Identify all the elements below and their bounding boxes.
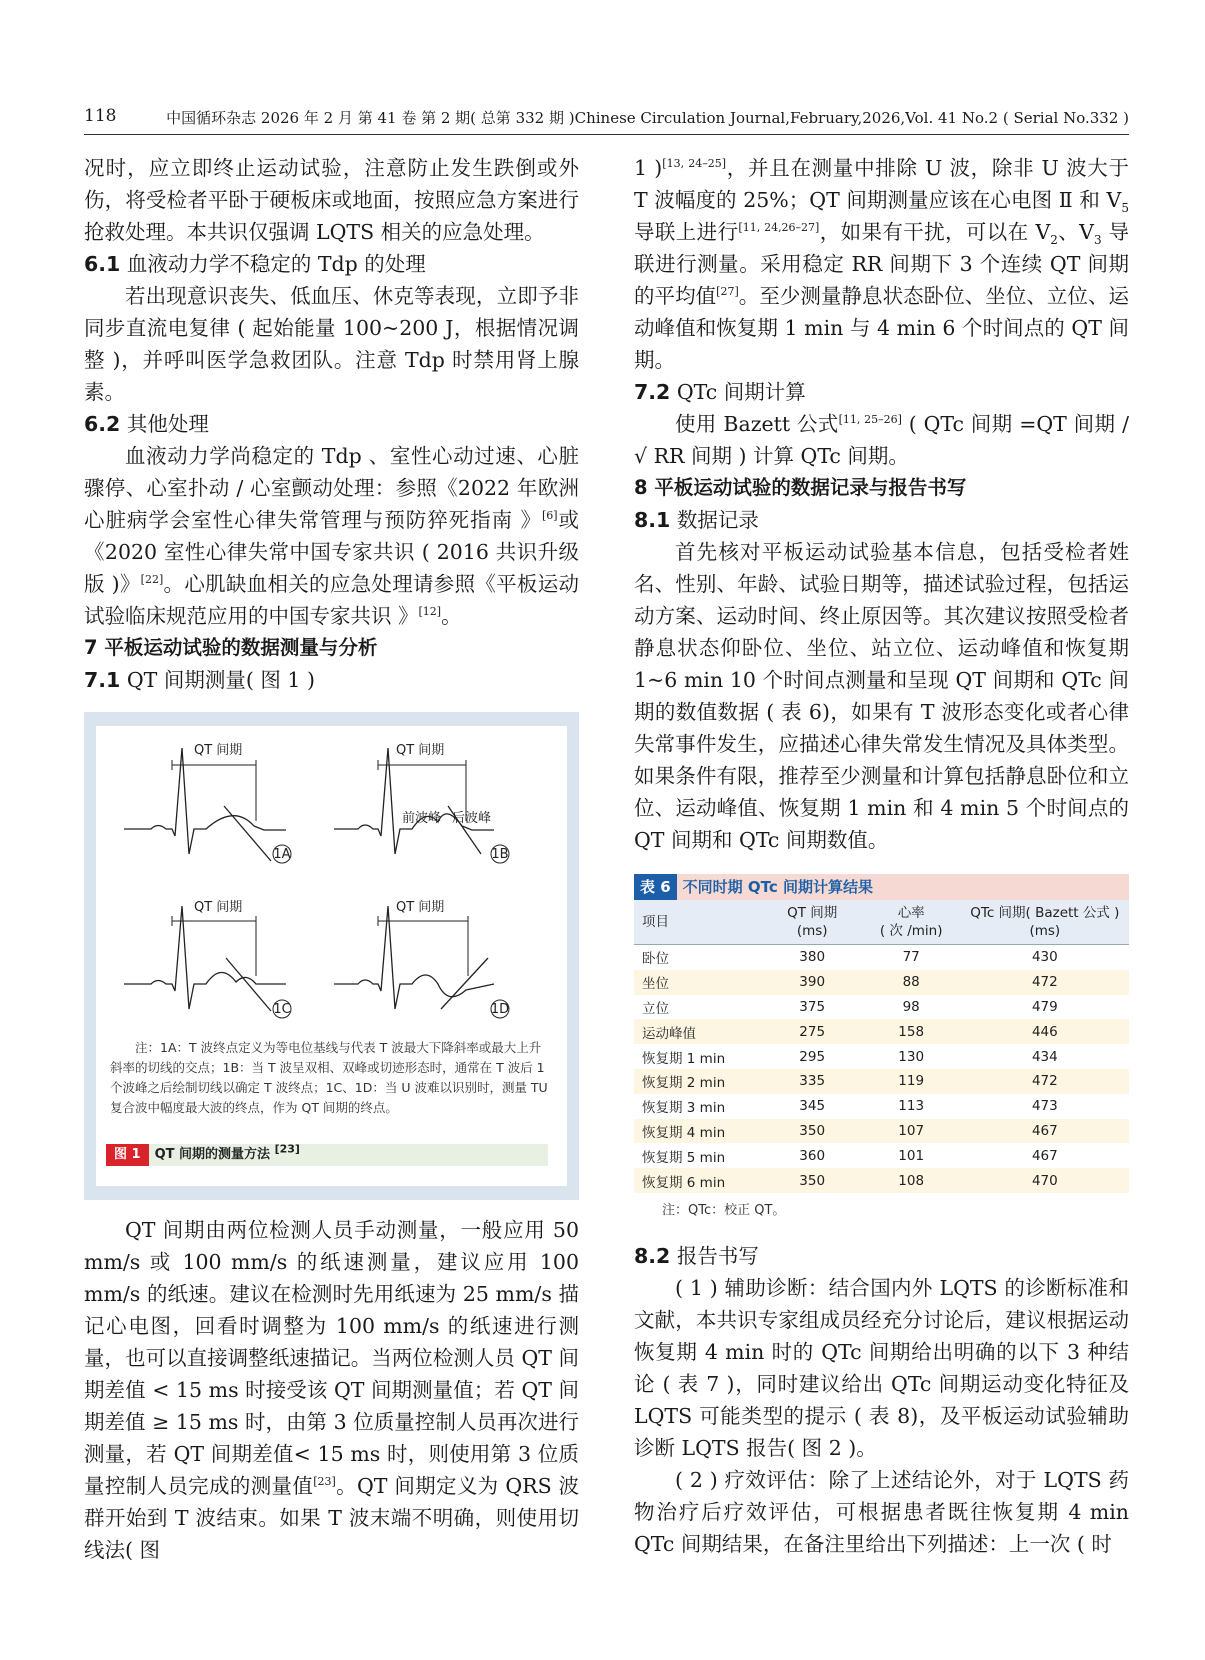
table-cell: 88 bbox=[902, 974, 920, 991]
section-heading-6-2 bbox=[84, 408, 579, 440]
panel-tag-1a: 1A bbox=[273, 847, 291, 862]
table-cell: 113 bbox=[898, 1098, 925, 1115]
page-number: 118 bbox=[84, 106, 117, 126]
table-cell: 275 bbox=[799, 1023, 826, 1040]
section-number: 8.1 bbox=[634, 508, 671, 532]
figure-title-text: QT 间期的测量方法 bbox=[154, 1147, 271, 1162]
table-cell: 430 bbox=[1031, 949, 1058, 966]
table-cell: 108 bbox=[898, 1172, 925, 1189]
table-cell: 467 bbox=[1031, 1147, 1058, 1164]
tangent-line-1d bbox=[441, 958, 488, 1009]
table-body bbox=[634, 945, 1129, 1193]
paragraph: 若出现意识丧失、低血压、休克等表现，立即予非同步直流电复律 ( 起始能量 100~200 J，根据情况调整 )，并呼叫医学急救团队。注意 Tdp 时禁用肾上腺素。 bbox=[84, 284, 579, 404]
section-title: 其他处理 bbox=[126, 412, 209, 436]
paragraph bbox=[634, 408, 1129, 472]
panel-tag-1b: 1B bbox=[491, 847, 509, 862]
table-cell: 107 bbox=[898, 1122, 925, 1139]
text-run: 。至少测量静息状态卧位、坐位、立位、运动峰值和恢复期 1 min 与 4 min 6 个时间点的 QT 间期。 bbox=[634, 284, 1130, 372]
table-cell: 恢复期 5 min bbox=[642, 1149, 726, 1166]
section-title: QTc 间期计算 bbox=[676, 380, 806, 404]
col-header bbox=[763, 900, 862, 945]
qt-label-1d: QT 间期 bbox=[396, 900, 445, 915]
col-header-label: 心率 bbox=[897, 905, 925, 921]
table-cell: 467 bbox=[1031, 1122, 1058, 1139]
table-cell: 472 bbox=[1031, 974, 1058, 991]
table-cell: 350 bbox=[799, 1122, 826, 1139]
panel-tag-1d: 1D bbox=[490, 1002, 510, 1017]
citation-ref[interactable]: [23] bbox=[313, 1475, 336, 1489]
section-number: 6.2 bbox=[84, 412, 121, 436]
section-number: 6.1 bbox=[84, 252, 121, 276]
text-run: 导联上进行 bbox=[634, 220, 739, 244]
section-heading-8-2 bbox=[634, 1240, 1129, 1272]
text-run: ，并且在测量中排除 U 波，除非 U 波大于 T 波幅度的 25%；QT 间期测量应该在心电图 Ⅱ 和 V bbox=[634, 156, 1130, 212]
table-row bbox=[634, 1143, 1129, 1168]
panel-tag-1c: 1C bbox=[273, 1002, 291, 1017]
table-row bbox=[634, 1168, 1129, 1193]
figure-note: 注：1A：T 波终点定义为等电位基线与代表 T 波最大下降斜率或最大上升斜率的切线的交点；1B：当 T 波呈双相、双峰或切迹形态时，通常在 T 波后 1 个波峰之后绘制切线以确定 T 波终点；1C、1D：当 U 波难以识别时，测量 TU 复合波中幅度最大波的终点，作为 QT 间期的终点。 bbox=[110, 1040, 548, 1115]
table-cell: 360 bbox=[799, 1147, 826, 1164]
table-cell: 恢复期 6 min bbox=[642, 1174, 726, 1191]
table-cell: 434 bbox=[1031, 1048, 1058, 1065]
tangent-line-1a bbox=[224, 806, 271, 861]
table-row bbox=[634, 970, 1129, 995]
section-number: 8.2 bbox=[634, 1243, 671, 1268]
table-cell: 375 bbox=[799, 998, 826, 1015]
table-cell: 380 bbox=[799, 949, 826, 966]
journal-citation: 中国循环杂志 2026 年 2 月 第 41 卷 第 2 期( 总第 332 期 )Chinese Circulation Journal,February,2026,Vol. 41 No.2 ( Serial No.332 ) bbox=[166, 109, 1129, 127]
table-cell: 295 bbox=[799, 1048, 826, 1065]
text-run: QT 间期由两位检测人员手动测量，一般应用 50 mm/s 或 100 mm/s 的纸速测量，建议应用 100 mm/s 的纸速。建议在检测时先用纸速为 25 mm/s 描记心电图，回看时调整为 100 mm/s 的纸速进行测量，也可以直接调整纸速描记。当两位检测人员 QT 间期差值 < 15 ms 时接受该 QT 间期测量值；若 QT 间期差值 ≥ 15 ms 时，由第 3 位质量控制人员再次进行测量，若 QT 间期差值< 15 ms 时，则使用第 3 位质量控制人员完成的测量值 bbox=[84, 1218, 579, 1498]
table-cell: 473 bbox=[1031, 1098, 1058, 1115]
text-run: 、V bbox=[1057, 220, 1094, 244]
text-run: 。QT 间期定义为 QRS 波群开始到 T 波结束。如果 T 波末端不明确，则使用切线法( 图 bbox=[84, 1474, 579, 1562]
section-number: 7.1 bbox=[84, 668, 121, 692]
col-header bbox=[862, 900, 961, 945]
table-cell: 运动峰值 bbox=[642, 1025, 696, 1042]
section-heading-8: 8 平板运动试验的数据记录与报告书写 bbox=[634, 476, 967, 499]
figure-panel bbox=[96, 726, 567, 1186]
back-peak-label: 后波峰 bbox=[452, 811, 492, 826]
section-heading-7-1 bbox=[84, 664, 579, 696]
figure-label: 图 1 bbox=[106, 1144, 149, 1166]
table-note: 注：QTc：校正 QT。 bbox=[662, 1202, 786, 1218]
citation-ref[interactable]: [6] bbox=[541, 509, 558, 523]
paragraph: 况时，应立即终止运动试验，注意防止发生跌倒或外伤，将受检者平卧于硬板床或地面，按照应急方案进行抢救处理。本共识仅强调 LQTS 相关的应急处理。 bbox=[84, 156, 579, 244]
front-peak-label: 前波峰 bbox=[402, 811, 442, 826]
table-row bbox=[634, 995, 1129, 1020]
text-run: 。 bbox=[441, 604, 462, 628]
section-title: 数据记录 bbox=[676, 508, 759, 532]
table-cell: 335 bbox=[799, 1073, 826, 1090]
col-header-unit: (ms) bbox=[1029, 923, 1061, 939]
paragraph bbox=[84, 440, 579, 632]
text-run: ，如果有干扰，可以在 V bbox=[819, 220, 1051, 244]
table-label: 表 6 bbox=[634, 874, 677, 900]
section-title: 血液动力学不稳定的 Tdp 的处理 bbox=[126, 252, 426, 276]
table-cell: 119 bbox=[898, 1073, 925, 1090]
data-table bbox=[634, 900, 1129, 1193]
qt-label-1a: QT 间期 bbox=[194, 743, 243, 758]
text-run: ( QTc 间期 =QT 间期 / √ RR 间期 ) 计算 QTc 间期。 bbox=[634, 412, 1129, 468]
col-header-label: QTc 间期( Bazett 公式 ) bbox=[970, 905, 1120, 921]
citation-ref[interactable]: [27] bbox=[716, 285, 739, 299]
citation-ref[interactable]: [11, 25–26] bbox=[838, 413, 902, 427]
section-title: 报告书写 bbox=[676, 1243, 759, 1268]
text-run: 。心肌缺血相关的应急处理请参照《平板运动试验临床规范应用的中国专家共识 》 bbox=[84, 572, 580, 628]
text-run: 导联进行测量。采用稳定 RR 间期下 3 个连续 QT 间期的平均值 bbox=[634, 220, 1130, 308]
citation-ref[interactable]: [22] bbox=[140, 573, 164, 587]
table-cell: 恢复期 4 min bbox=[642, 1124, 726, 1141]
table-cell: 479 bbox=[1031, 998, 1058, 1015]
section-number: 7.2 bbox=[634, 380, 671, 404]
col-header-label: 项目 bbox=[642, 914, 669, 930]
qt-label-1b: QT 间期 bbox=[396, 743, 445, 758]
table-row bbox=[634, 1069, 1129, 1094]
table-cell: 98 bbox=[902, 998, 920, 1015]
citation-ref[interactable]: [12] bbox=[418, 605, 442, 619]
citation-ref[interactable]: [11, 24,26–27] bbox=[738, 221, 820, 235]
left-column bbox=[84, 152, 579, 1566]
table-6 bbox=[634, 874, 1129, 1218]
table-cell: 470 bbox=[1031, 1172, 1058, 1189]
table-row bbox=[634, 1094, 1129, 1119]
citation-ref[interactable]: [23] bbox=[274, 1142, 300, 1156]
table-header-row bbox=[634, 900, 1129, 945]
col-header-label: QT 间期 bbox=[787, 905, 838, 921]
col-header-unit: ( 次 /min) bbox=[879, 923, 943, 939]
col-header bbox=[634, 900, 763, 945]
table-cell: 卧位 bbox=[642, 951, 669, 968]
section-heading-8-1 bbox=[634, 504, 1129, 536]
table-cell: 恢复期 1 min bbox=[642, 1050, 726, 1067]
subscript: 2 bbox=[1050, 233, 1058, 248]
col-header bbox=[961, 900, 1129, 945]
table-cell: 345 bbox=[799, 1098, 826, 1115]
citation-ref[interactable]: [13, 24–25] bbox=[662, 157, 727, 171]
section-heading-7: 7 平板运动试验的数据测量与分析 bbox=[84, 636, 378, 659]
text-run: 使用 Bazett 公式 bbox=[675, 412, 839, 436]
table-cell: 立位 bbox=[642, 1000, 669, 1017]
subscript: 3 bbox=[1093, 233, 1102, 248]
table-caption bbox=[634, 874, 1129, 900]
text-run: 或《2020 室性心律失常中国专家共识 ( 2016 共识升级版 )》 bbox=[84, 508, 580, 596]
section-heading-7-2 bbox=[634, 376, 1129, 408]
paragraph: ( 1 ) 辅助诊断：结合国内外 LQTS 的诊断标准和文献，本共识专家组成员经充分讨论后，建议根据运动恢复期 4 min 时的 QTc 间期给出明确的以下 3 种结论 ( 表 7 )，同时建议给出 QTc 间期运动变化特征及 LQTS 可能类型的提示 ( 表 8)，及平板运动试验辅助诊断 LQTS 报告( 图 2 )。 bbox=[634, 1275, 1129, 1460]
table-row bbox=[634, 1044, 1129, 1069]
table-row bbox=[634, 1119, 1129, 1144]
text-run: 血液动力学尚稳定的 Tdp 、室性心动过速、心脏骤停、心室扑动 / 心室颤动处理：参照《2022 年欧洲心脏病学会室性心律失常管理与预防猝死指南 》 bbox=[84, 444, 579, 532]
table-cell: 恢复期 3 min bbox=[642, 1100, 726, 1117]
table-cell: 446 bbox=[1031, 1023, 1058, 1040]
table-title: 不同时期 QTc 间期计算结果 bbox=[682, 878, 874, 896]
table-row bbox=[634, 945, 1129, 970]
col-header-unit: (ms) bbox=[796, 923, 828, 939]
figure-title bbox=[149, 1144, 300, 1166]
right-column bbox=[634, 152, 1129, 1560]
table-cell: 恢复期 2 min bbox=[642, 1075, 726, 1092]
table-row bbox=[634, 1019, 1129, 1044]
qt-label-1c: QT 间期 bbox=[194, 900, 243, 915]
subscript: 5 bbox=[1121, 201, 1129, 216]
paragraph bbox=[84, 1214, 579, 1566]
paragraph: 首先核对平板运动试验基本信息，包括受检者姓名、性别、年龄、试验日期等，描述试验过程，包括运动方案、运动时间、终止原因等。其次建议按照受检者静息状态仰卧位、坐位、站立位、运动峰值和恢复期 1~6 min 10 个时间点测量和呈现 QT 间期和 QTc 间期的数值数据 ( 表 6)，如果有 T 波形态变化或者心律失常事件发生，应描述心律失常发生情况及具体类型。如果条件有限，推荐至少测量和计算包括静息卧位和立位、运动峰值、恢复期 1 min 和 4 min 5 个时间点的 QT 间期和 QTc 间期数值。 bbox=[634, 540, 1129, 852]
table-cell: 坐位 bbox=[642, 976, 669, 993]
paragraph bbox=[634, 152, 1129, 376]
text-run: 1 ) bbox=[634, 156, 663, 180]
paragraph: ( 2 ) 疗效评估：除了上述结论外，对于 LQTS 药物治疗后疗效评估，可根据患者既往恢复期 4 min QTc 间期结果，在备注里给出下列描述：上一次 ( 时 bbox=[634, 1467, 1129, 1556]
figure-1 bbox=[84, 712, 579, 1200]
table-cell: 390 bbox=[799, 974, 826, 991]
ecg-trace-1a bbox=[124, 748, 286, 854]
table-cell: 130 bbox=[898, 1048, 925, 1065]
table-cell: 158 bbox=[898, 1023, 925, 1040]
table-cell: 350 bbox=[799, 1172, 826, 1189]
table-cell: 472 bbox=[1031, 1073, 1058, 1090]
table-cell: 101 bbox=[898, 1147, 925, 1164]
running-header bbox=[84, 104, 1129, 135]
table-cell: 77 bbox=[902, 949, 920, 966]
section-title: QT 间期测量( 图 1 ) bbox=[126, 668, 315, 692]
section-heading-6-1 bbox=[84, 248, 579, 280]
figure-caption bbox=[106, 1144, 548, 1166]
